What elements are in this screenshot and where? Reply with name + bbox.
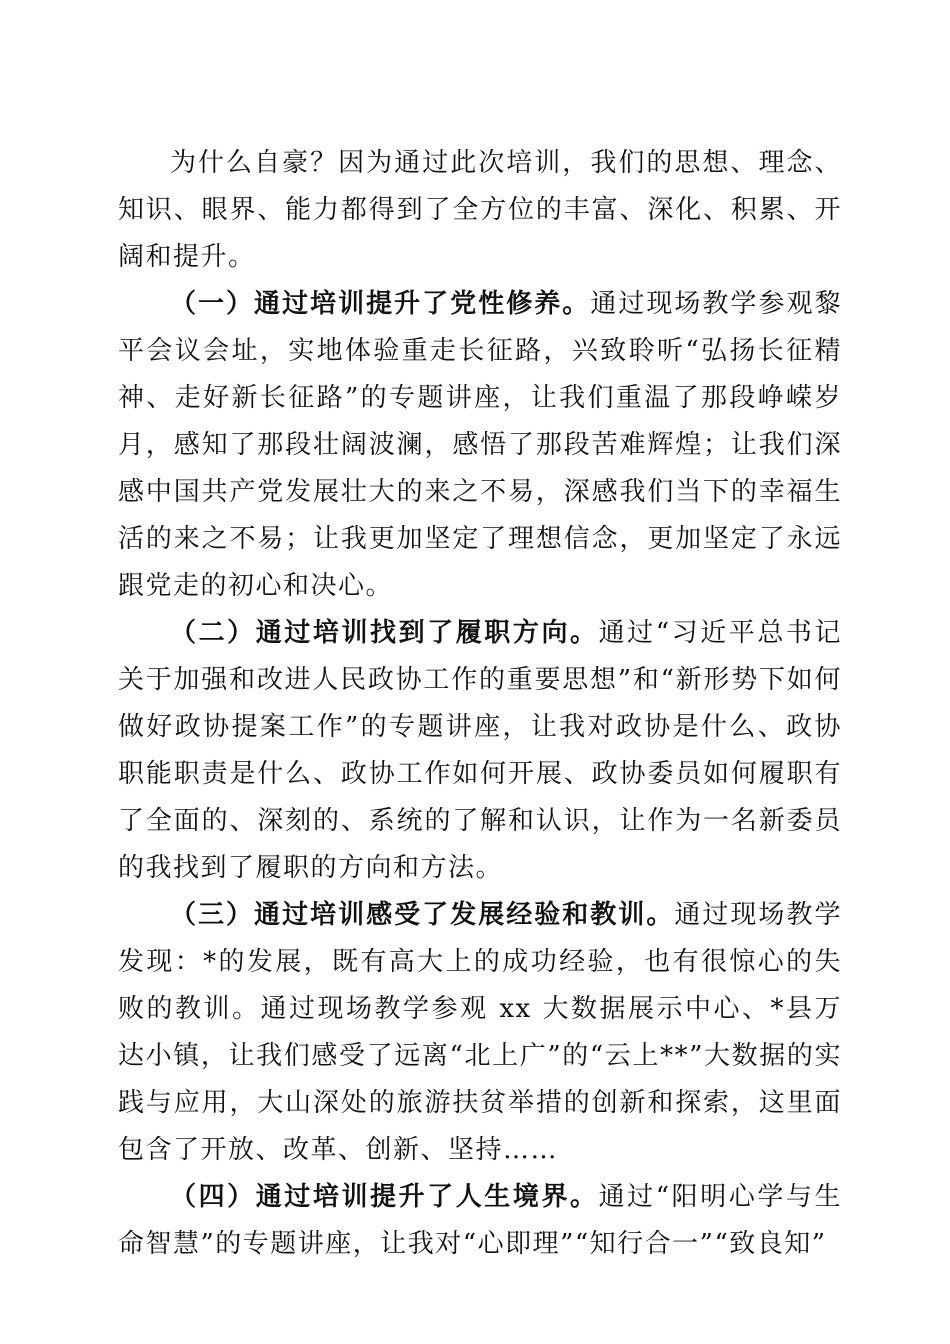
paragraph-intro [118, 140, 842, 281]
paragraph-text: 通过“阳明心学与生命智慧”的专题讲座，让我对“心即理”“知行合一”“致良知” [118, 1182, 842, 1259]
paragraph-heading: （一）通过培训提升了党性修养。 [170, 289, 591, 319]
paragraph-text: 通过现场教学参观黎平会议会址，实地体验重走长征路，兴致聆听“弘扬长征精神、走好新长征路”的专题讲座，让我们重温了那段峥嵘岁月，感知了那段壮阔波澜，感悟了那段苦难辉煌；让我们深感中国共产党发展壮大的来之不易，深感我们当下的幸福生活的来之不易；让我更加坚定了理想信念，更加坚定了永远跟党走的初心和决心。 [118, 289, 842, 601]
paragraph-text: 为什么自豪？因为通过此次培训，我们的思想、理念、知识、眼界、能力都得到了全方位的丰富、深化、积累、开阔和提升。 [118, 148, 842, 272]
paragraph-life-realm [118, 1174, 842, 1268]
paragraph-heading: （二）通过培训找到了履职方向。 [170, 618, 599, 648]
paragraph-duty-direction [118, 610, 842, 892]
paragraph-text: 通过现场教学发现：*的发展，既有高大上的成功经验，也有很惊心的失败的教训。通过现场教学参观 xx 大数据展示中心、*县万达小镇，让我们感受了远离“北上广”的“云上**”大数据的实践与应用，大山深处的旅游扶贫举措的创新和探索，这里面包含了开放、改革、创新、坚持…… [118, 900, 842, 1165]
paragraph-experience-lessons [118, 892, 842, 1174]
paragraph-heading: （四）通过培训提升了人生境界。 [170, 1182, 599, 1212]
document-body [118, 140, 842, 1268]
paragraph-party-spirit [118, 281, 842, 610]
paragraph-heading: （三）通过培训感受了发展经验和教训。 [170, 900, 675, 930]
paragraph-text: 通过“习近平总书记关于加强和改进人民政协工作的重要思想”和“新形势下如何做好政协提案工作”的专题讲座，让我对政协是什么、政协职能职责是什么、政协工作如何开展、政协委员如何履职有了全面的、深刻的、系统的了解和认识，让作为一名新委员的我找到了履职的方向和方法。 [118, 618, 842, 883]
